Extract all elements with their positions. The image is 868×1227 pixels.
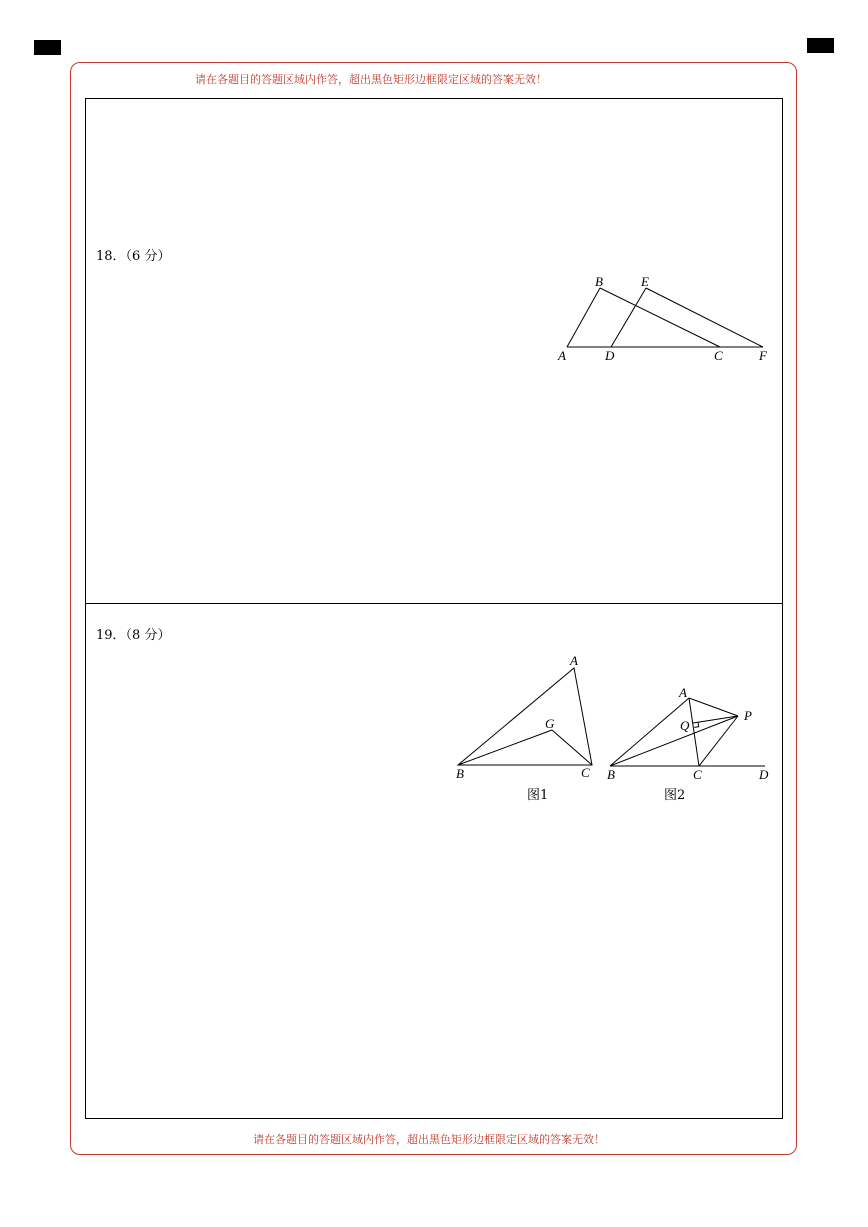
point-label-Q: Q bbox=[680, 718, 690, 733]
figure-19-1-caption: 图1 bbox=[527, 788, 549, 803]
figure-19-1 bbox=[450, 650, 600, 810]
section-divider bbox=[85, 603, 783, 604]
alignment-marker-left bbox=[34, 40, 61, 55]
figure-19-2-caption: 图2 bbox=[664, 788, 686, 803]
question-18-number: 18． bbox=[96, 249, 126, 264]
point-label-A: A bbox=[558, 348, 566, 363]
figure-19-2 bbox=[600, 680, 780, 810]
segment-BC bbox=[600, 288, 720, 347]
point-label-G: G bbox=[545, 716, 555, 731]
segment-QP bbox=[693, 716, 738, 723]
point-label-A: A bbox=[570, 653, 578, 668]
segment-EF bbox=[646, 288, 763, 347]
top-notice: 请在各题目的答题区域内作答，超出黑色矩形边框限定区域的答案无效！ bbox=[195, 73, 547, 86]
question-19-number: 19． bbox=[96, 628, 126, 643]
question-18-points: （6 分） bbox=[125, 249, 171, 264]
point-label-P: P bbox=[744, 708, 752, 723]
point-label-E: E bbox=[641, 274, 649, 289]
point-label-D: D bbox=[759, 767, 769, 782]
alignment-marker-right bbox=[807, 38, 834, 53]
question-19-points: （8 分） bbox=[125, 628, 171, 643]
figure-18 bbox=[550, 270, 780, 370]
point-label-D: D bbox=[605, 348, 615, 363]
segment-BG bbox=[458, 730, 552, 765]
point-label-F: F bbox=[759, 348, 767, 363]
point-label-A: A bbox=[679, 685, 687, 700]
segment-AB bbox=[567, 288, 600, 347]
point-label-B: B bbox=[456, 766, 464, 781]
question-18-label bbox=[96, 245, 170, 264]
answer-box bbox=[85, 98, 783, 1119]
segment-DE bbox=[611, 288, 646, 347]
triangle-ABC bbox=[458, 668, 592, 765]
point-label-C: C bbox=[693, 767, 702, 782]
question-19-label bbox=[96, 624, 170, 643]
segment-AP bbox=[689, 698, 738, 716]
segment-BA bbox=[610, 698, 689, 766]
point-label-B: B bbox=[607, 767, 615, 782]
bottom-notice: 请在各题目的答题区域内作答，超出黑色矩形边框限定区域的答案无效！ bbox=[253, 1133, 605, 1146]
point-label-C: C bbox=[581, 765, 590, 780]
point-label-C: C bbox=[714, 348, 723, 363]
point-label-B: B bbox=[595, 274, 603, 289]
